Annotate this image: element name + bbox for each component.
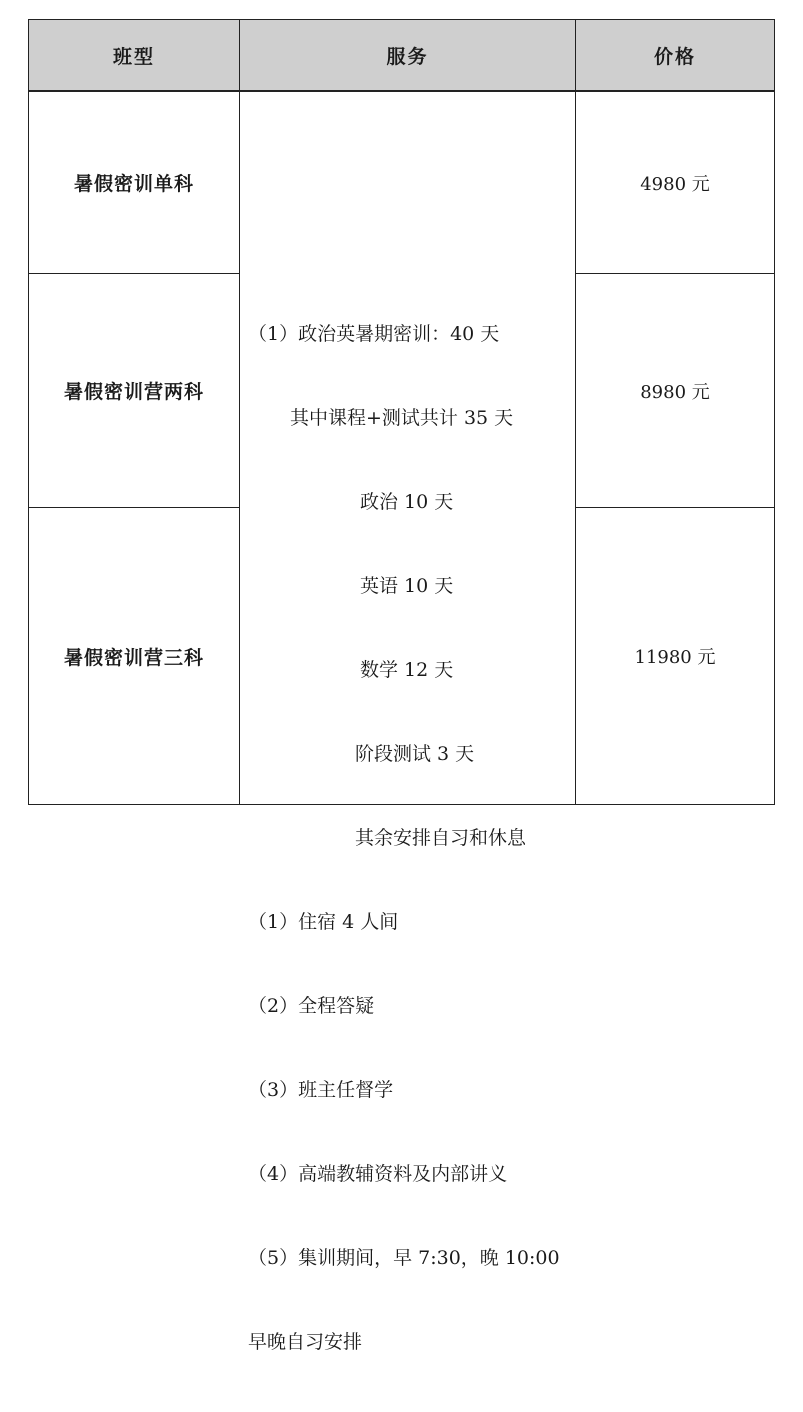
service-line: 数学 12 天 bbox=[360, 659, 454, 681]
service-description bbox=[248, 264, 560, 1412]
row-3-type-cell bbox=[28, 507, 240, 805]
row-3-price: 11980 元 bbox=[634, 647, 716, 668]
row-1-price-cell bbox=[575, 91, 775, 274]
service-line: 阶段测试 3 天 bbox=[355, 743, 475, 765]
row-2-price: 8980 元 bbox=[640, 381, 710, 403]
row-2-type: 暑假密训营两科 bbox=[63, 381, 204, 403]
service-line: （4）高端教辅资料及内部讲义 bbox=[248, 1163, 508, 1185]
row-3-price-cell bbox=[575, 507, 775, 805]
row-1-price: 4980 元 bbox=[640, 173, 710, 195]
service-line: （1）政治英暑期密训：40 天 bbox=[248, 323, 500, 345]
service-line: 早晚自习安排 bbox=[248, 1331, 363, 1353]
service-line: （2）全程答疑 bbox=[248, 995, 375, 1017]
header-price: 价格 bbox=[575, 19, 775, 92]
row-2-type-cell bbox=[28, 273, 240, 508]
service-line: （5）集训期间，早 7:30，晚 10:00 bbox=[248, 1247, 560, 1269]
service-line: （3）班主任督学 bbox=[248, 1079, 394, 1101]
row-1-type-cell bbox=[28, 91, 240, 274]
row-2-price-cell bbox=[575, 273, 775, 508]
header-service: 服务 bbox=[239, 19, 576, 92]
service-line: 其余安排自习和休息 bbox=[355, 827, 527, 849]
row-1-type: 暑假密训单科 bbox=[73, 173, 194, 195]
service-line: 英语 10 天 bbox=[360, 575, 454, 597]
row-3-type: 暑假密训营三科 bbox=[63, 646, 204, 669]
service-line: 政治 10 天 bbox=[360, 491, 454, 513]
service-line: 其中课程+测试共计 35 天 bbox=[290, 407, 514, 429]
pricing-table bbox=[28, 19, 775, 1353]
service-cell bbox=[239, 91, 576, 1353]
service-line: （1）住宿 4 人间 bbox=[248, 911, 399, 933]
header-type: 班型 bbox=[28, 19, 240, 92]
